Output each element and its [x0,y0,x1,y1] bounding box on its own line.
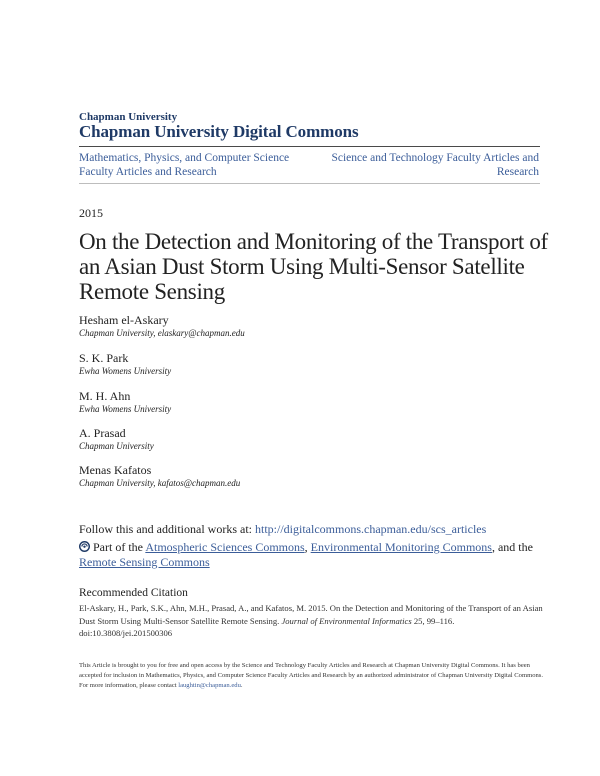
author-name: Menas Kafatos [79,463,152,477]
open-access-icon [79,541,90,552]
citation-body: El-Askary, H., Park, S.K., Ahn, M.H., Prasad, A., and Kafatos, M. 2015. On the Detection and Monitoring of the Transport of an Asian Dust Storm Using Multi-Sensor Satellite Remote Sensing. [79,603,543,626]
citation-tail: 25, 99–116. doi:10.3808/jei.201500306 [79,615,455,638]
repository-name[interactable]: Chapman University Digital Commons [79,122,359,141]
collection-link-left[interactable]: Mathematics, Physics, and Computer Science Faculty Articles and Research [79,152,290,178]
author-name: Hesham el-Askary [79,313,169,327]
remote-sensing-commons-link[interactable]: Remote Sensing Commons [79,554,210,569]
collections-divider [79,183,540,184]
atmospheric-sciences-commons-link[interactable]: Atmospheric Sciences Commons [145,540,305,554]
part-of-prefix: Part of the [93,540,143,554]
author-affiliation: Ewha Womens University [79,404,172,414]
separator: , [304,540,308,554]
header-divider [79,146,540,147]
author-affiliation: Chapman University, elaskary@chapman.edu [79,328,245,338]
follow-line [79,522,486,537]
and-the-text: , and the [491,540,533,554]
author-affiliation: Chapman University [79,441,154,451]
author-name: A. Prasad [79,426,126,440]
author-name: S. K. Park [79,351,129,365]
author-name: M. H. Ahn [79,389,131,403]
footer-text: This Article is brought to you for free and open access by the Science and Technology Faculty Articles and Research at Chapman University Digital Commons. It has been accepted for inclusion in Mathematics, Physics, and Computer Science Faculty Articles and Research by an authorized administrator of Chapman University Digital Commons. For more information, please contact [79,662,544,689]
publication-year: 2015 [79,206,103,220]
recommended-citation-heading: Recommended Citation [79,587,188,599]
recommended-citation-text [79,602,549,640]
author-affiliation: Chapman University, kafatos@chapman.edu [79,478,241,488]
environmental-monitoring-commons-link[interactable]: Environmental Monitoring Commons [310,540,492,554]
footer-notice [79,661,549,691]
part-of-line [79,540,549,569]
article-title: On the Detection and Monitoring of the Transport of an Asian Dust Storm Using Multi-Sensor Satellite Remote Sensing [79,229,548,304]
university-name: Chapman University [79,111,178,123]
contact-email-link[interactable]: laughtin@chapman.edu [178,682,241,689]
footer-end: . [240,682,243,689]
collection-link-right[interactable]: Science and Technology Faculty Articles and Research [331,152,539,178]
citation-journal: Journal of Environmental Informatics [281,615,412,626]
author-affiliation: Ewha Womens University [79,366,172,376]
follow-text: Follow this and additional works at: [79,522,252,536]
collection-url-link[interactable]: http://digitalcommons.chapman.edu/scs_articles [255,522,487,536]
